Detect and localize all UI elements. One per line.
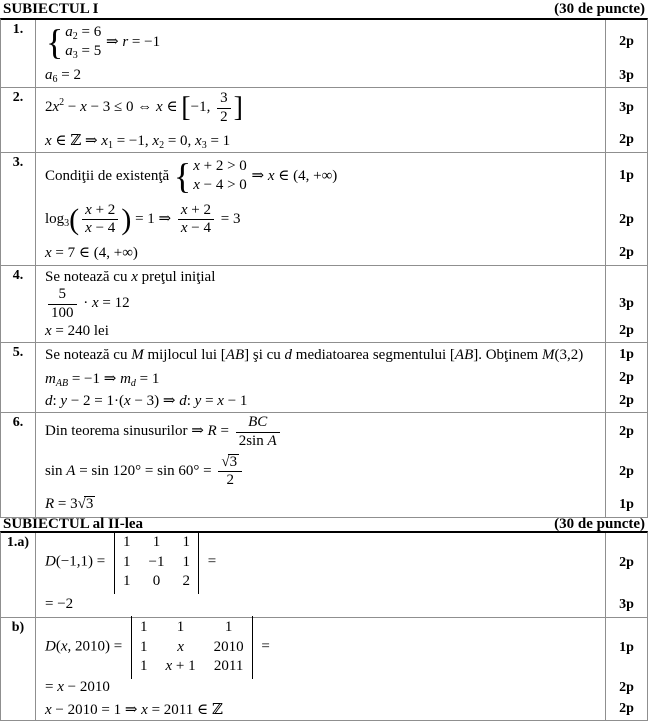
solution-line — [36, 128, 647, 152]
system-brace: { — [173, 155, 192, 196]
math-expression: $\log_3$( $\frac{x + 2}{x - 4}$ ) = 1 ⇒ $\frac{x + 2}{x - 4}$ = 3 — [45, 201, 241, 236]
section-points-total: (30 de puncte) — [554, 516, 645, 532]
section-2 — [0, 518, 648, 721]
determinant-cell: 2010 — [213, 638, 244, 655]
solution-line — [36, 389, 647, 412]
math-variable: d — [130, 377, 136, 389]
fraction-denominator: 2sin A — [238, 432, 277, 449]
subscript — [131, 378, 136, 389]
stretchy-delimiter: ) — [121, 202, 132, 236]
points-cell — [605, 618, 647, 677]
math-variable: AB — [225, 346, 245, 363]
solution-line — [36, 153, 647, 199]
math-variable: x — [92, 295, 99, 312]
square-root — [78, 496, 96, 512]
determinant-grid — [123, 533, 190, 592]
determinant-cell: 1 — [139, 638, 148, 655]
points-badge: 3p — [619, 296, 634, 311]
table-row — [1, 342, 647, 412]
math-variable: x — [45, 701, 52, 718]
math-expression: D(x, 2010) = 1 1 1 1 x 2010 1 x + 1 2011 = — [36, 616, 605, 679]
solution-line — [36, 266, 647, 288]
points-cell — [605, 677, 647, 698]
table-row — [1, 617, 647, 720]
math-expression: { $a_2 = 6$ $a_3 = 5$ ⇒ r = −1 — [46, 21, 161, 62]
points-badge: 3p — [619, 100, 634, 115]
equation-system — [174, 157, 247, 196]
points-cell — [605, 153, 647, 199]
math-variable: BC — [248, 414, 268, 431]
section-header — [0, 0, 648, 18]
determinant-cell: 2011 — [213, 658, 244, 675]
points-cell — [605, 451, 647, 492]
fraction-numerator: x + 2 — [82, 202, 118, 220]
fraction-denominator: x − 4 — [85, 220, 116, 236]
points-badge: 3p — [619, 596, 634, 612]
fraction-denominator: 100 — [51, 304, 74, 321]
subscript: 2 — [159, 139, 165, 151]
math-variable: x — [156, 99, 163, 116]
points-cell — [605, 389, 647, 412]
determinant-cell: −1 — [148, 553, 165, 570]
row-solution — [36, 533, 647, 617]
solution-line — [36, 199, 647, 240]
points-cell — [605, 128, 647, 152]
points-cell — [605, 320, 647, 342]
points-cell — [605, 20, 647, 64]
stretchy-delimiter: [ — [181, 92, 191, 124]
math-variable: x — [45, 245, 52, 261]
row-number: 6. — [1, 413, 36, 517]
fraction-numerator — [236, 414, 280, 432]
determinant-cell: 1 — [224, 619, 233, 636]
solution-line — [36, 451, 647, 492]
row-number: b) — [1, 618, 36, 720]
math-variable: x — [152, 132, 160, 149]
section-title: SUBIECTUL al II-lea — [3, 516, 144, 532]
math-variable: x — [217, 393, 224, 409]
math-expression: $m_{AB} = -1$ ⇒ $m_d = 1$ — [45, 370, 160, 389]
math-variable: x — [80, 99, 87, 116]
points-badge: 2p — [619, 463, 634, 479]
points-cell — [605, 88, 647, 128]
math-expression: $\frac{5}{100}$ · x = 12 — [36, 286, 605, 322]
radicand: 3 — [229, 453, 238, 470]
row-solution — [36, 153, 647, 265]
fraction-numerator — [218, 454, 242, 472]
points-badge: 2p — [619, 554, 634, 570]
section-title: SUBIECTUL I — [3, 1, 99, 17]
system-line: $a_3 = 5$ — [65, 43, 102, 61]
solution-line — [36, 592, 647, 617]
points-badge: 1p — [619, 168, 634, 183]
math-expression: x = 7 ∈ (4, +∞) — [45, 245, 138, 261]
points-cell — [605, 413, 647, 451]
determinant — [131, 616, 253, 679]
math-variable: a — [65, 23, 73, 40]
table-row — [1, 20, 647, 87]
math-variable: D — [45, 638, 56, 655]
math-variable: M — [541, 346, 555, 363]
subscript — [56, 378, 68, 389]
table-row — [1, 533, 647, 617]
system-line: $a_2 = 6$ — [65, 23, 102, 42]
fraction-numerator: 5 — [48, 286, 77, 304]
square-root — [221, 454, 239, 470]
math-variable: m — [120, 370, 131, 387]
determinant-cell: 0 — [152, 573, 161, 590]
math-variable: AB — [55, 377, 69, 389]
math-expression: = x − 2010 — [45, 679, 110, 695]
math-variable: a — [65, 43, 73, 59]
points-badge: 2p — [619, 424, 634, 439]
math-expression: D(−1,1) = 1 1 1 1 −1 1 1 0 2 = — [36, 531, 605, 594]
math-variable: r — [122, 33, 129, 50]
points-cell — [605, 266, 647, 288]
row-solution — [36, 343, 647, 412]
fraction — [218, 454, 242, 490]
math-variable: A — [267, 432, 277, 449]
determinant-cell: 1 — [176, 619, 185, 636]
determinant-cell: 1 — [152, 534, 161, 551]
math-variable: y — [194, 393, 202, 409]
math-expression: x ∈ ℤ ⇒ $x_1 = -1$, $x_2 = 0$, $x_3 = 1$ — [45, 132, 231, 151]
subscript: 3 — [201, 139, 207, 151]
solution-line — [36, 677, 647, 698]
math-expression: Se notează cu M mijlocul lui [AB] şi cu d mediatoarea segmentului [AB]. Obţinem M(3,2) — [45, 346, 584, 363]
math-expression: Condiţii de existenţă { x + 2 > 0 x − 4 > 0 ⇒ x ∈ (4, +∞) — [45, 155, 338, 196]
system-lines — [193, 157, 247, 196]
subscript: 2 — [72, 30, 78, 42]
math-expression: Se notează cu x preţul iniţial — [45, 268, 216, 285]
math-variable: x — [165, 658, 173, 675]
math-variable: d — [179, 393, 187, 409]
points-badge: 1p — [619, 639, 634, 655]
math-variable: M — [131, 346, 144, 363]
points-badge: 2p — [619, 701, 634, 716]
points-cell — [605, 592, 647, 617]
determinant-cell: 1 — [139, 619, 148, 636]
points-cell — [605, 492, 647, 517]
math-variable: a — [45, 67, 53, 83]
points-cell — [605, 343, 647, 367]
row-number: 1.a) — [1, 533, 36, 617]
math-variable: x — [180, 220, 188, 236]
section-points-total: (30 de puncte) — [554, 1, 645, 17]
points-cell — [605, 288, 647, 320]
stretchy-delimiter: ( — [69, 202, 80, 236]
points-cell — [605, 367, 647, 389]
determinant-cell: 1 — [123, 553, 131, 570]
radical-sign: √ — [77, 496, 85, 512]
solution-line — [36, 533, 647, 592]
determinant-cell: 1 — [123, 573, 131, 590]
math-variable: x — [141, 701, 148, 718]
determinant-cell: 1 — [139, 658, 148, 675]
system-line: x + 2 > 0 — [193, 157, 247, 174]
system-line: x − 4 > 0 — [193, 177, 247, 193]
math-expression: Din teorema sinusurilor ⇒ R = $\frac{BC}{\text{2sin A}}$ — [36, 414, 605, 450]
math-expression: sin A = sin 120° = sin 60° = $\frac{√3}{2}$ — [36, 454, 605, 490]
solution-line — [36, 618, 647, 677]
fraction-numerator: 3 — [217, 90, 231, 108]
math-variable: y — [60, 393, 68, 409]
fraction — [217, 90, 231, 126]
math-expression: $2x^2 - x - 3 \le 0$ ⇔ x ∈ [−1, $\frac{3}{2}$ ] — [45, 90, 243, 125]
points-badge: 2p — [619, 392, 634, 408]
answer-table — [0, 531, 648, 721]
points-cell — [605, 533, 647, 592]
math-variable: x — [267, 167, 275, 184]
points-cell — [605, 698, 647, 720]
solution-line — [36, 367, 647, 389]
points-badge: 1p — [619, 496, 634, 512]
math-variable: x — [195, 132, 202, 149]
table-row — [1, 265, 647, 342]
fraction-denominator: x − 4 — [180, 220, 211, 236]
fraction — [48, 286, 77, 322]
math-variable: x — [124, 393, 131, 409]
solution-line — [36, 288, 647, 320]
points-badge: 2p — [619, 370, 634, 385]
fraction-numerator: x + 2 — [178, 202, 214, 220]
solution-line — [36, 492, 647, 517]
math-variable: x — [85, 220, 92, 236]
math-expression: $a_6 = 2$ — [45, 67, 81, 85]
fraction-denominator: 2 — [220, 108, 228, 125]
subscript: 6 — [52, 74, 58, 85]
fraction-denominator: 2 — [226, 472, 234, 488]
math-variable: x — [101, 132, 108, 149]
row-number: 5. — [1, 343, 36, 412]
math-expression: d: y − 2 = 1·(x − 3) ⇒ d: y = x − 1 — [45, 393, 248, 409]
math-expression: = −2 — [45, 596, 74, 612]
answer-table — [0, 18, 648, 518]
math-expression: R = 3√3 — [45, 496, 94, 512]
points-badge: 1p — [619, 347, 634, 362]
determinant-cell: 1 — [182, 534, 190, 551]
table-row — [1, 412, 647, 517]
equation-system — [46, 23, 101, 62]
math-variable: R — [45, 496, 55, 512]
fraction — [82, 202, 118, 238]
row-solution — [36, 413, 647, 517]
determinant — [114, 531, 199, 594]
points-badge: 2p — [619, 323, 634, 338]
solution-line — [36, 20, 647, 64]
math-variable: x — [177, 638, 184, 655]
determinant-cell: 1 — [123, 534, 131, 551]
math-variable: x — [52, 99, 60, 116]
table-row — [1, 87, 647, 152]
row-number: 4. — [1, 266, 36, 342]
row-solution — [36, 618, 647, 720]
points-badge: 2p — [619, 211, 634, 227]
row-solution — [36, 266, 647, 342]
determinant-grid — [140, 618, 244, 677]
solution-line — [36, 320, 647, 342]
solution-line — [36, 64, 647, 87]
points-badge: 2p — [619, 244, 634, 260]
superscript: 2 — [59, 97, 65, 109]
points-cell — [605, 199, 647, 240]
math-variable: x — [85, 201, 92, 218]
solution-line — [36, 343, 647, 367]
table-row — [1, 152, 647, 265]
section-header — [0, 518, 648, 531]
points-badge: 2p — [619, 132, 634, 147]
math-variable: d — [284, 346, 293, 363]
math-expression: x = 240 lei — [45, 322, 109, 339]
math-variable: AB — [454, 346, 474, 363]
math-variable: x — [45, 322, 52, 339]
system-brace: { — [46, 21, 64, 62]
determinant-cell: 2 — [182, 573, 190, 590]
math-variable: D — [45, 553, 56, 570]
stretchy-delimiter: ] — [233, 92, 243, 124]
subscript: 3 — [64, 217, 70, 229]
row-number: 1. — [1, 20, 36, 87]
determinant-cell: 1 — [182, 553, 190, 570]
math-variable: x — [57, 679, 64, 695]
math-variable: x — [180, 201, 188, 218]
determinant-cell — [177, 638, 184, 658]
points-cell — [605, 64, 647, 87]
math-variable: x — [193, 157, 200, 174]
math-expression: x − 2010 = 1 ⇒ x = 2011 ∈ ℤ — [45, 701, 223, 718]
math-variable: x — [131, 268, 138, 285]
math-variable: x — [193, 177, 200, 193]
math-variable: m — [45, 370, 56, 387]
math-variable: R — [207, 423, 217, 440]
row-number: 3. — [1, 153, 36, 265]
points-badge: 3p — [619, 67, 634, 83]
fraction — [178, 202, 214, 238]
radicand: 3 — [85, 496, 94, 512]
radical-sign: √ — [221, 453, 229, 470]
solution-line — [36, 413, 647, 451]
row-solution — [36, 88, 647, 152]
solution-line — [36, 698, 647, 720]
math-variable: d — [45, 393, 53, 409]
points-cell — [605, 240, 647, 265]
math-variable: x — [45, 132, 52, 149]
solution-line — [36, 88, 647, 128]
math-variable: A — [66, 462, 76, 479]
points-badge: 2p — [619, 679, 634, 695]
math-variable: x — [60, 638, 68, 655]
subscript: 1 — [107, 139, 113, 151]
system-lines — [65, 23, 101, 62]
row-solution — [36, 20, 647, 87]
points-badge: 2p — [619, 34, 634, 49]
solution-line — [36, 240, 647, 265]
determinant-cell: x + 1 — [165, 658, 196, 675]
subscript: 3 — [72, 50, 78, 61]
fraction — [236, 414, 280, 450]
row-number: 2. — [1, 88, 36, 152]
